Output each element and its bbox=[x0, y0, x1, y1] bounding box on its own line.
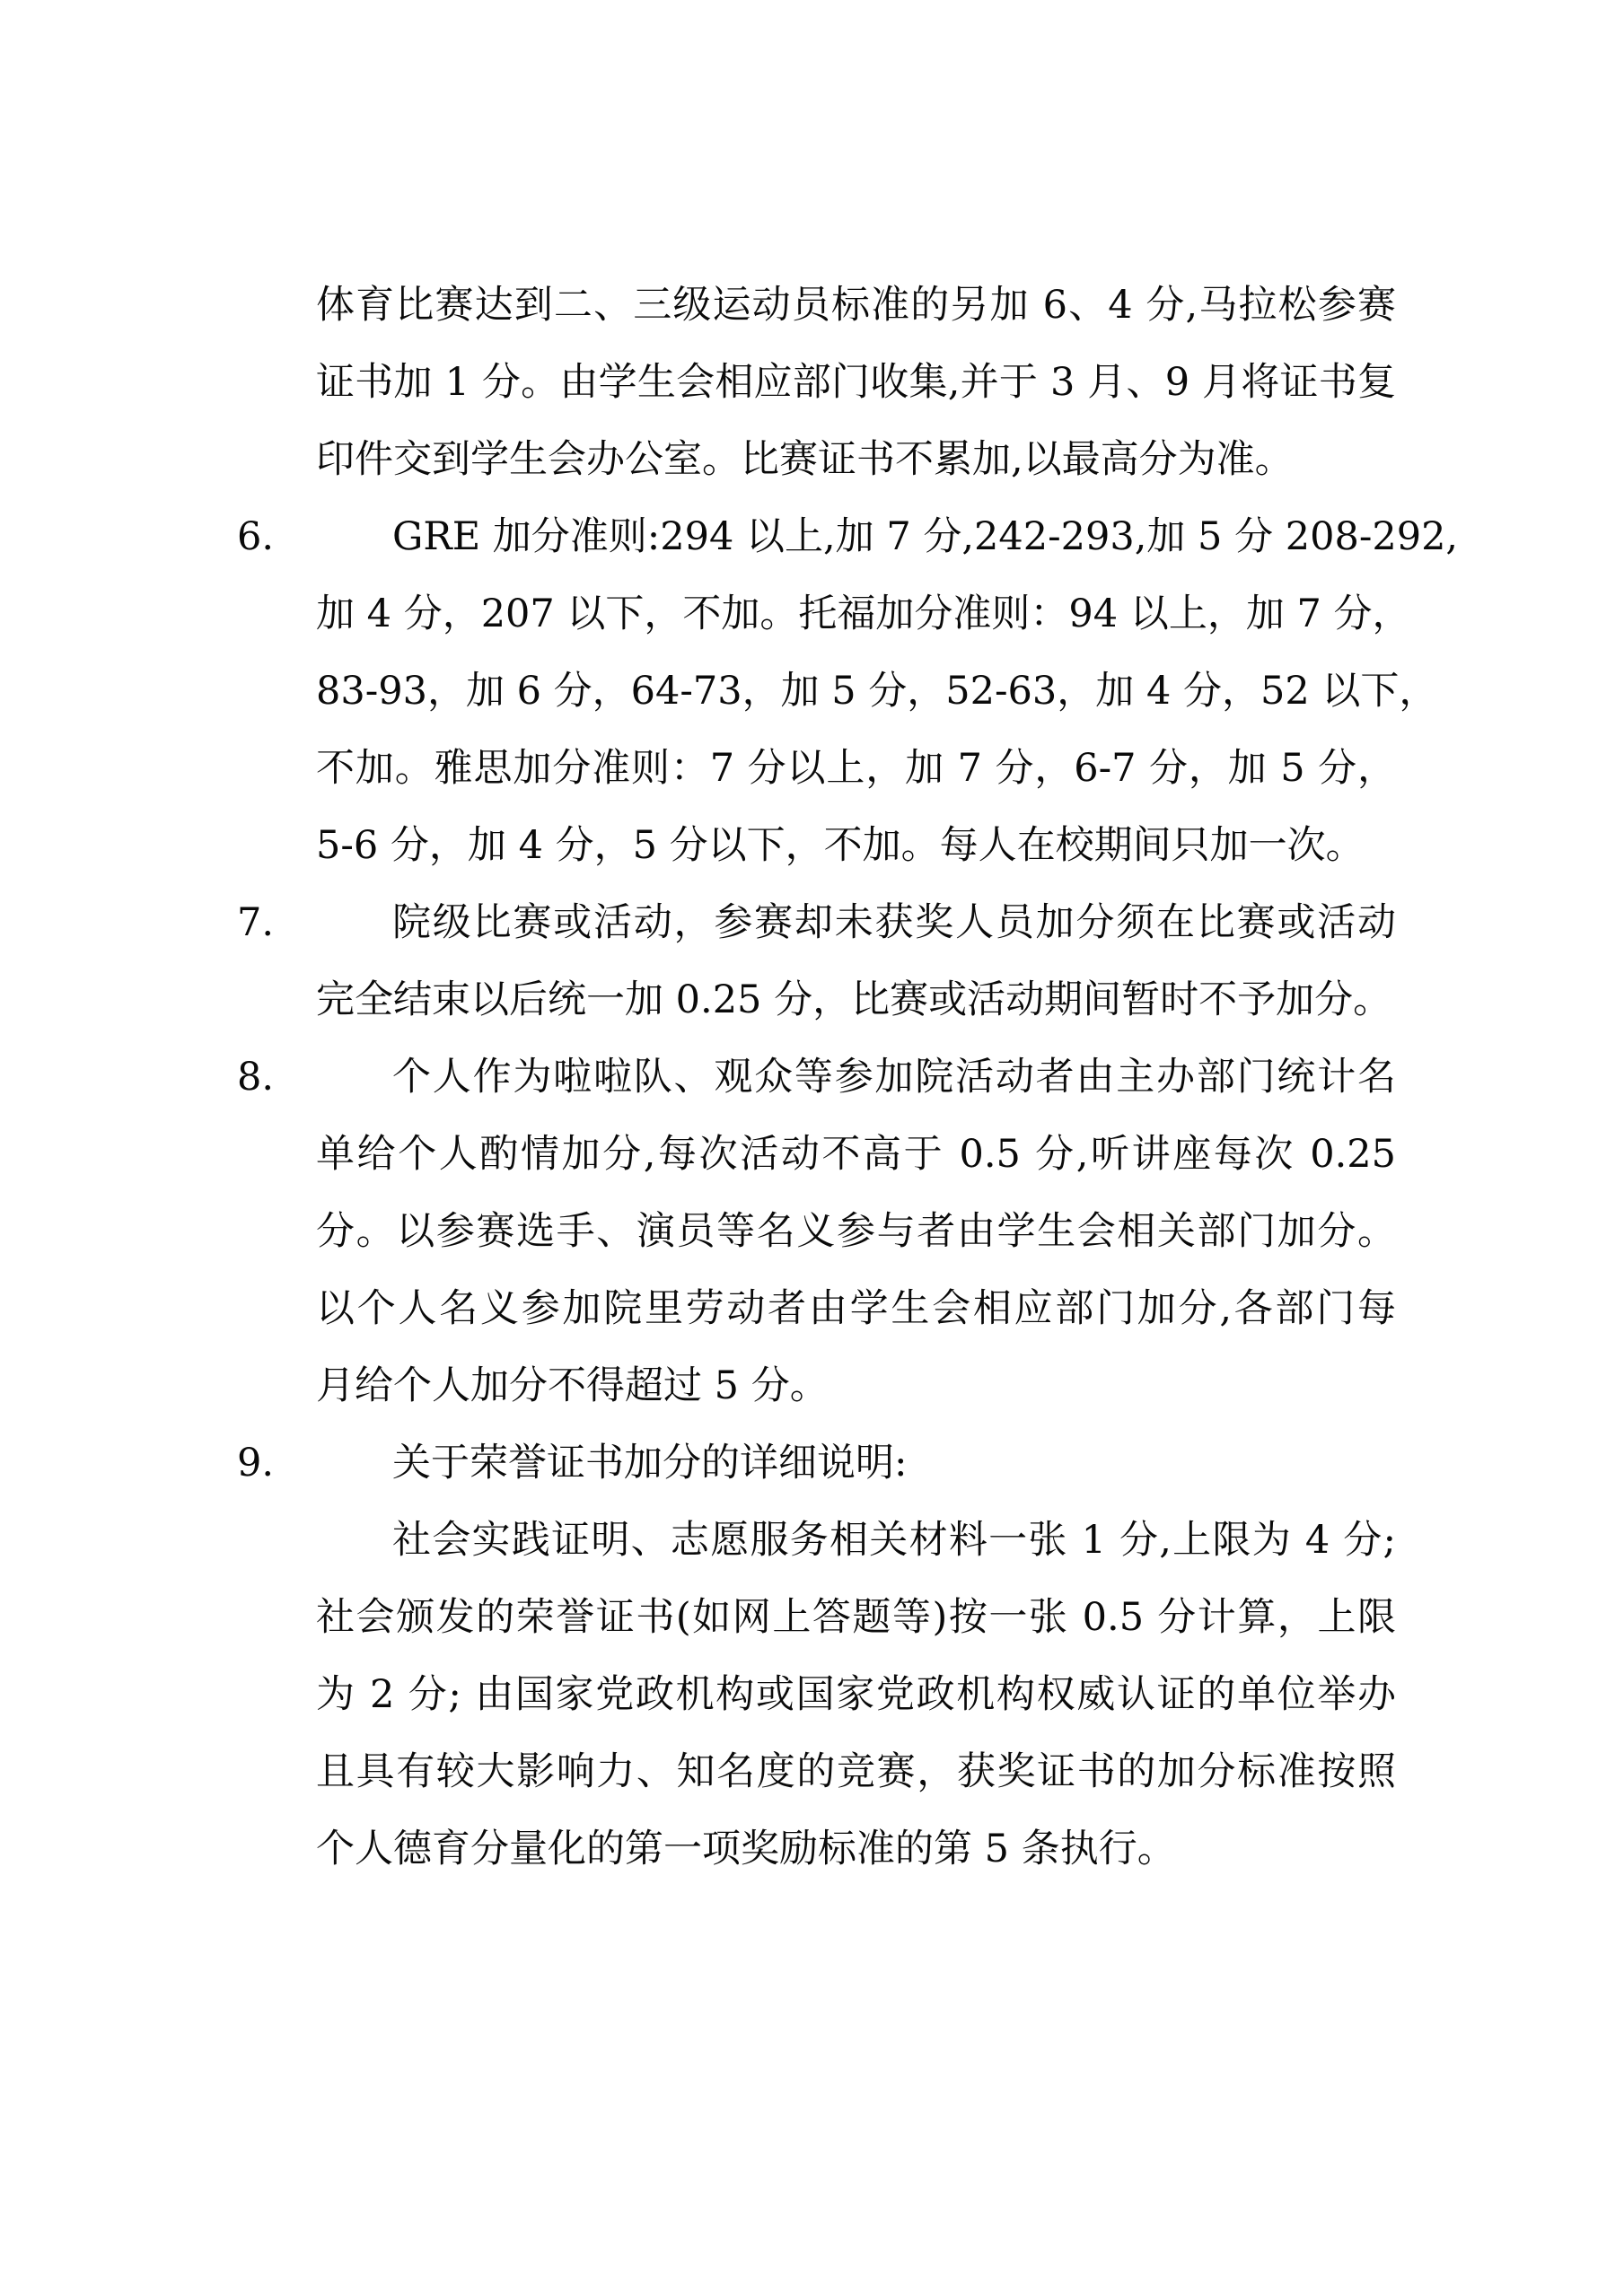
text-line: 且具有较大影响力、知名度的竞赛，获奖证书的加分标准按照 bbox=[316, 1749, 1396, 1794]
text-line: 以个人名义参加院里劳动者由学生会相应部门加分,各部门每 bbox=[316, 1286, 1396, 1331]
list-item-first-line bbox=[237, 498, 1459, 575]
text-line: 体育比赛达到二、三级运动员标准的另加 6、4 分,马拉松参赛 bbox=[316, 283, 1396, 328]
list-item-first-line bbox=[237, 1038, 1396, 1116]
text-line: GRE 加分准则:294 以上,加 7 分,242-293,加 5 分 208-292, bbox=[392, 514, 1459, 559]
text-line: 证书加 1 分。由学生会相应部门收集,并于 3 月、9 月将证书复 bbox=[316, 360, 1396, 405]
text-line: 关于荣誉证书加分的详细说明: bbox=[392, 1441, 908, 1485]
list-item-first-line bbox=[237, 884, 1396, 961]
list-number: 8. bbox=[237, 1055, 275, 1100]
text-line: 院级比赛或活动，参赛却未获奖人员加分须在比赛或活动 bbox=[392, 900, 1396, 945]
list-number: 9. bbox=[237, 1441, 275, 1485]
list-item-first-line bbox=[237, 1424, 1396, 1502]
text-line: 个人作为啦啦队、观众等参加院活动者由主办部门统计名 bbox=[392, 1055, 1396, 1100]
document-text bbox=[237, 267, 1459, 1888]
text-line: 5-6 分，加 4 分，5 分以下，不加。每人在校期间只加一次。 bbox=[316, 823, 1365, 868]
list-number: 6. bbox=[237, 514, 275, 559]
text-line: 月给个人加分不得超过 5 分。 bbox=[316, 1363, 829, 1408]
text-line: 社会颁发的荣誉证书(如网上答题等)按一张 0.5 分计算，上限 bbox=[316, 1595, 1396, 1640]
text-line: 不加。雅思加分准则：7 分以上，加 7 分，6-7 分，加 5 分， bbox=[316, 746, 1396, 791]
text-line: 单给个人酌情加分,每次活动不高于 0.5 分,听讲座每次 0.25 bbox=[316, 1132, 1396, 1177]
text-line: 83-93，加 6 分，64-73，加 5 分，52-63，加 4 分，52 以下， bbox=[316, 669, 1438, 714]
text-line: 分。以参赛选手、演员等名义参与者由学生会相关部门加分。 bbox=[316, 1209, 1396, 1254]
text-line: 为 2 分; 由国家党政机构或国家党政机构权威认证的单位举办 bbox=[316, 1672, 1396, 1717]
text-line: 加 4 分，207 以下，不加。托福加分准则：94 以上，加 7 分， bbox=[316, 592, 1411, 636]
text-line: 社会实践证明、志愿服务相关材料一张 1 分,上限为 4 分; bbox=[392, 1518, 1396, 1563]
text-line: 个人德育分量化的第一项奖励标准的第 5 条执行。 bbox=[316, 1827, 1176, 1871]
text-line: 完全结束以后统一加 0.25 分，比赛或活动期间暂时不予加分。 bbox=[316, 977, 1392, 1022]
list-number: 7. bbox=[237, 900, 275, 945]
text-line: 印件交到学生会办公室。比赛证书不累加,以最高分为准。 bbox=[316, 437, 1294, 482]
